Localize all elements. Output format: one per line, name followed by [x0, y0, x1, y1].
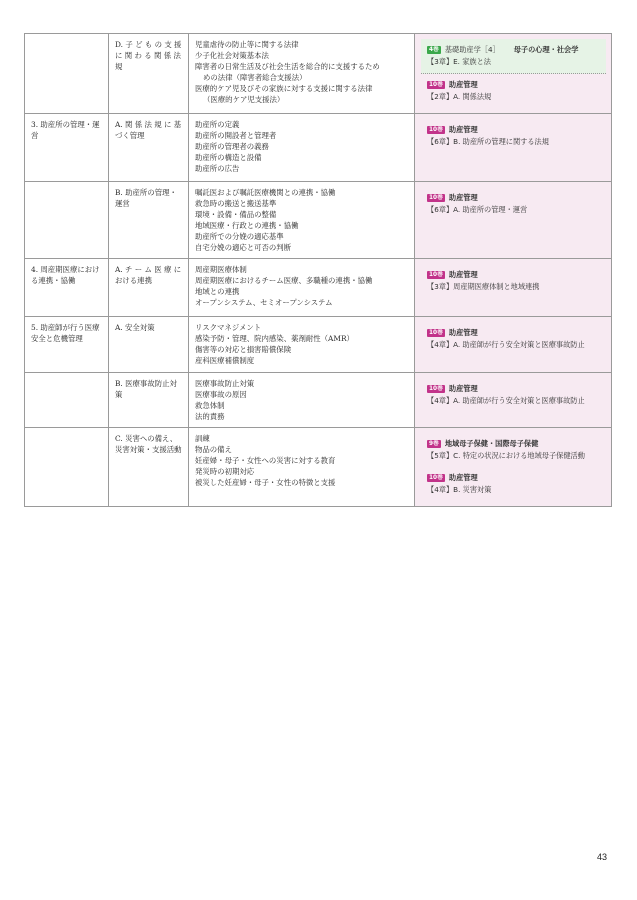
category-cell: 5. 助産師が行う医療安全と危機管理 [25, 317, 109, 373]
topic-item: 医療事故防止対策 [195, 379, 255, 388]
volume-badge: 10巻 [429, 194, 443, 201]
reference-block [421, 467, 606, 501]
category-cell: 3. 助産所の管理・運営 [25, 114, 109, 182]
topic-item: 児童虐待の防止等に関する法律 [195, 40, 299, 49]
reference-chapter: 【3章】周産期医療体制と地域連携 [427, 282, 540, 291]
category-cell [25, 182, 109, 259]
reference-block [421, 187, 606, 221]
topic-item: 救急体制 [195, 401, 225, 410]
reference-block [421, 433, 606, 467]
reference-cell [415, 259, 612, 317]
subcategory-cell: A. チ ー ム 医 療 に おける連携 [109, 259, 189, 317]
reference-cell [415, 373, 612, 428]
topic-item: オープンシステム、セミオープンシステム [195, 298, 333, 307]
category-cell [25, 373, 109, 428]
topic-item: 助産所の開設者と管理者 [195, 131, 277, 140]
topic-item: 助産所での分娩の適応基準 [195, 232, 284, 241]
reference-title: 助産管理 [448, 270, 478, 279]
reference-block [421, 74, 606, 108]
reference-cell [415, 182, 612, 259]
category-cell: 4. 周産期医療における連携・協働 [25, 259, 109, 317]
topics-cell [189, 373, 415, 428]
topic-item: 救急時の搬送と搬送基準 [195, 199, 277, 208]
reference-chapter: 【4章】B. 災害対策 [427, 485, 492, 494]
subcategory-cell: D. 子 ど も の 支 援 に 関 わ る 関 係 法規 [109, 34, 189, 114]
reference-block [421, 264, 606, 298]
topic-item: 自宅分娩の適応と可否の判断 [195, 243, 292, 252]
reference-cell [415, 428, 612, 507]
reference-heading [427, 383, 600, 394]
reference-heading [427, 192, 600, 203]
topics-cell [189, 428, 415, 507]
reference-block [421, 119, 606, 153]
topic-item: 周産期医療におけるチーム医療、多職種の連携・協働 [195, 276, 373, 285]
topic-item: 少子化社会対策基本法 [195, 51, 269, 60]
topic-item: 地域医療・行政との連携・協働 [195, 221, 299, 230]
category-cell [25, 428, 109, 507]
topic-item: 嘱託医および嘱託医療機関との連携・協働 [195, 188, 336, 197]
reference-chapter: 【4章】A. 助産師が行う安全対策と医療事故防止 [427, 340, 585, 349]
reference-chapter: 【4章】A. 助産師が行う安全対策と医療事故防止 [427, 396, 585, 405]
reference-heading [427, 472, 600, 483]
table-row [25, 114, 612, 182]
reference-chapter: 【6章】B. 助産所の管理に関する法規 [427, 137, 549, 146]
table-row [25, 34, 612, 114]
topic-item: 障害者の日常生活及び社会生活を総合的に支援するため [195, 62, 380, 71]
reference-title: 地域母子保健・国際母子保健 [444, 439, 539, 448]
topic-item: （医療的ケア児支援法） [203, 95, 285, 104]
topic-item: 被災した妊産婦・母子・女性の特徴と支援 [195, 478, 336, 487]
reference-heading [427, 438, 600, 449]
topic-item: 地域との連携 [195, 287, 240, 296]
topics-cell [189, 34, 415, 114]
reference-chapter: 【5章】C. 特定の状況における地域母子保健活動 [427, 451, 585, 460]
topic-item: 妊産婦・母子・女性への災害に対する教育 [195, 456, 336, 465]
topic-item: 環境・設備・備品の整備 [195, 210, 277, 219]
subcategory-cell: C. 災害への備え、災害対策・支援活動 [109, 428, 189, 507]
reference-cell [415, 114, 612, 182]
volume-badge: 9巻 [429, 440, 439, 447]
reference-title: 助産管理 [448, 473, 478, 482]
topic-item: リスクマネジメント [195, 323, 262, 332]
reference-heading [427, 327, 600, 338]
table-row [25, 259, 612, 317]
reference-block [421, 322, 606, 356]
volume-badge: 10巻 [429, 271, 443, 278]
topic-item: 助産所の広告 [195, 164, 240, 173]
topic-item: 助産所の構造と設備 [195, 153, 262, 162]
volume-badge: 10巻 [429, 329, 443, 336]
topics-cell [189, 114, 415, 182]
reference-block [421, 378, 606, 412]
reference-title: 基礎助産学［4］ [444, 45, 500, 54]
topic-item: 法的責務 [195, 412, 225, 421]
table-row [25, 373, 612, 428]
topic-item: 医療的ケア児及びその家族に対する支援に関する法律 [195, 84, 373, 93]
topic-item: 産科医療補償制度 [195, 356, 255, 365]
topics-cell [189, 182, 415, 259]
reference-title: 助産管理 [448, 193, 478, 202]
volume-badge: 10巻 [429, 385, 443, 392]
topic-item: 訓練 [195, 434, 210, 443]
volume-badge: 10巻 [429, 126, 443, 133]
table-row [25, 182, 612, 259]
page-number: 43 [597, 852, 608, 862]
topics-cell [189, 317, 415, 373]
topic-item: 傷害等の対応と損害賠償保険 [195, 345, 292, 354]
subcategory-cell: A. 関 係 法 規 に 基 づく管理 [109, 114, 189, 182]
table-row [25, 317, 612, 373]
syllabus-table [24, 33, 612, 507]
reference-chapter: 【3章】E. 家族と法 [427, 57, 491, 66]
reference-chapter: 【2章】A. 関係法規 [427, 92, 492, 101]
volume-badge: 10巻 [429, 81, 443, 88]
subcategory-cell: B. 医療事故防止対策 [109, 373, 189, 428]
subcategory-cell: A. 安全対策 [109, 317, 189, 373]
reference-heading [427, 269, 600, 280]
topic-item: 助産所の管理者の義務 [195, 142, 269, 151]
reference-title: 助産管理 [448, 328, 478, 337]
reference-title: 助産管理 [448, 384, 478, 393]
topic-item: 周産期医療体制 [195, 265, 247, 274]
category-cell [25, 34, 109, 114]
topic-item: 感染予防・管理、院内感染、薬剤耐性（AMR） [195, 334, 354, 343]
topic-item: 発災時の初期対応 [195, 467, 255, 476]
reference-heading [427, 79, 600, 90]
reference-heading [427, 44, 600, 55]
topic-item: 医療事故の原因 [195, 390, 247, 399]
reference-cell [415, 34, 612, 114]
reference-block [421, 39, 606, 74]
topic-item: 物品の備え [195, 445, 232, 454]
reference-title: 助産管理 [448, 80, 478, 89]
reference-heading [427, 124, 600, 135]
reference-cell [415, 317, 612, 373]
table-row [25, 428, 612, 507]
reference-title: 助産管理 [448, 125, 478, 134]
topic-item: 助産所の定義 [195, 120, 240, 129]
subcategory-cell: B. 助産所の管理・運営 [109, 182, 189, 259]
reference-subtitle: 母子の心理・社会学 [513, 45, 579, 54]
volume-badge: 10巻 [429, 474, 443, 481]
volume-badge: 4巻 [429, 46, 439, 53]
reference-chapter: 【6章】A. 助産所の管理・運営 [427, 205, 528, 214]
topics-cell [189, 259, 415, 317]
topic-item: めの法律（障害者総合支援法） [203, 73, 307, 82]
